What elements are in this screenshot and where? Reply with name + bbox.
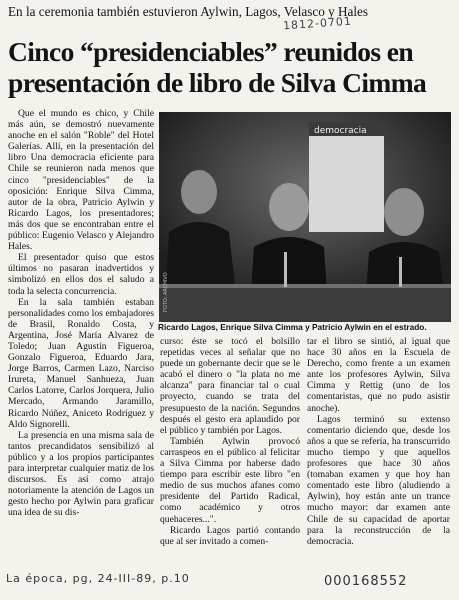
- photo-illustration: [159, 112, 451, 322]
- paragraph: La presencia en una misma sala de tantos precandidatos sensibilizó al público y a los propios participantes para interpretar cualquier matiz de los discursos. Es así como atrajo notoriamente la atención de Lagos un gesto hecho por Aylwin para graficar una idea de su dis-: [8, 429, 154, 519]
- paragraph: Que el mundo es chico, y Chile más aún, se demostró nuevamente anoche en el salón "Roble" del Hotel Galerías. Allí, en la presentación del libro Una democracia eficiente para Chile se reunieron nada menos que cinco "presidenciables" de la oposición: Enrique Silva Cimma, autor de la obra, Patricio Aylwin y Ricardo Lagos, los presentadores; más dos que se encontraban entre el público: Eugenio Velasco y Alejandro Hales.: [8, 108, 154, 253]
- paragraph: curso: éste se tocó el bolsillo repetidas veces al señalar que no puede un gobernante decir que se le acabó el dinero o "la plata no me alcanza" para financiar tal o cual proyecto, cuando se trata del presupuesto de la nación. Segundos después el gesto era aplaudido por el público y también por Lagos.: [160, 336, 300, 436]
- paragraph: Lagos terminó su extenso comentario diciendo que, desde los años a que se refería, ha transcurrido mucho tiempo y que aquellos profesores que hace 30 años (tomaban examen y que hoy han comentado este libro (aludiendo a Aylwin), hoy están ante un trance mucho mayor: dar examen ante Chile de su capacidad de aportar para la reconstrucción de la democracia.: [307, 413, 450, 547]
- paragraph: El presentador quiso que estos últimos no pasaran inadvertidos y simbolizó en ellos dos el saludo a toda la selecta concurrencia.: [8, 252, 154, 297]
- paragraph: Ricardo Lagos partió contando que al ser invitado a comen-: [160, 524, 300, 547]
- archive-code: 000168552: [324, 574, 408, 589]
- photo-credit: FOTO: ARCHIVO: [163, 272, 169, 312]
- handwritten-note: 1812-0701: [282, 14, 353, 33]
- column-1: [8, 108, 154, 518]
- column-3: [307, 336, 450, 547]
- paragraph: En la sala también estaban personalidades como los embajadores de Brasil, Ronaldo Costa, y Argentina, José María Alvarez de Toledo; Juan Agustín Figueroa, Gonzalo Figueroa, Eduardo Jara, Jorge Barros, Carmen Lazo, Narciso Irureta, Manuel Sanhueza, Juan Carlos Latorre, Carlos Jorquera, Julio Mercado, Armando Jaramillo, Ricardo Núñez, Aniceto Rodríguez y Aldo Signorelli.: [8, 296, 154, 430]
- kicker: En la ceremonia también estuvieron Aylwin, Lagos, Velasco y Hales: [8, 4, 368, 19]
- banner-text: democracia: [314, 126, 367, 136]
- photo-caption: Ricardo Lagos, Enrique Silva Cimma y Patricio Aylwin en el estrado.: [158, 322, 427, 332]
- column-2: [160, 336, 300, 547]
- source-note: La época, pg, 24-III-89, p.10: [6, 572, 190, 585]
- paragraph: También Aylwin provocó carraspeos en el público al felicitar a Silva Cimma por haberse dado tiempo para escribir este libro "en medio de sus muchos afanes como presidente del Partido Radical, como académico y otros quehaceres...".: [160, 435, 300, 525]
- headline: Cinco “presidenciables” reunidos en presentación de libro de Silva Cimma: [8, 36, 427, 98]
- paragraph: tar el libro se sintió, al igual que hace 30 años en la Escuela de Derecho, como frente a un examen ante los profesores Aylwin, Silva Cimma y Rettig (uno de los comentaristas, que no pudo asistir anoche).: [307, 336, 450, 414]
- handwritten-source-note: [6, 572, 456, 589]
- news-photo: [159, 112, 451, 322]
